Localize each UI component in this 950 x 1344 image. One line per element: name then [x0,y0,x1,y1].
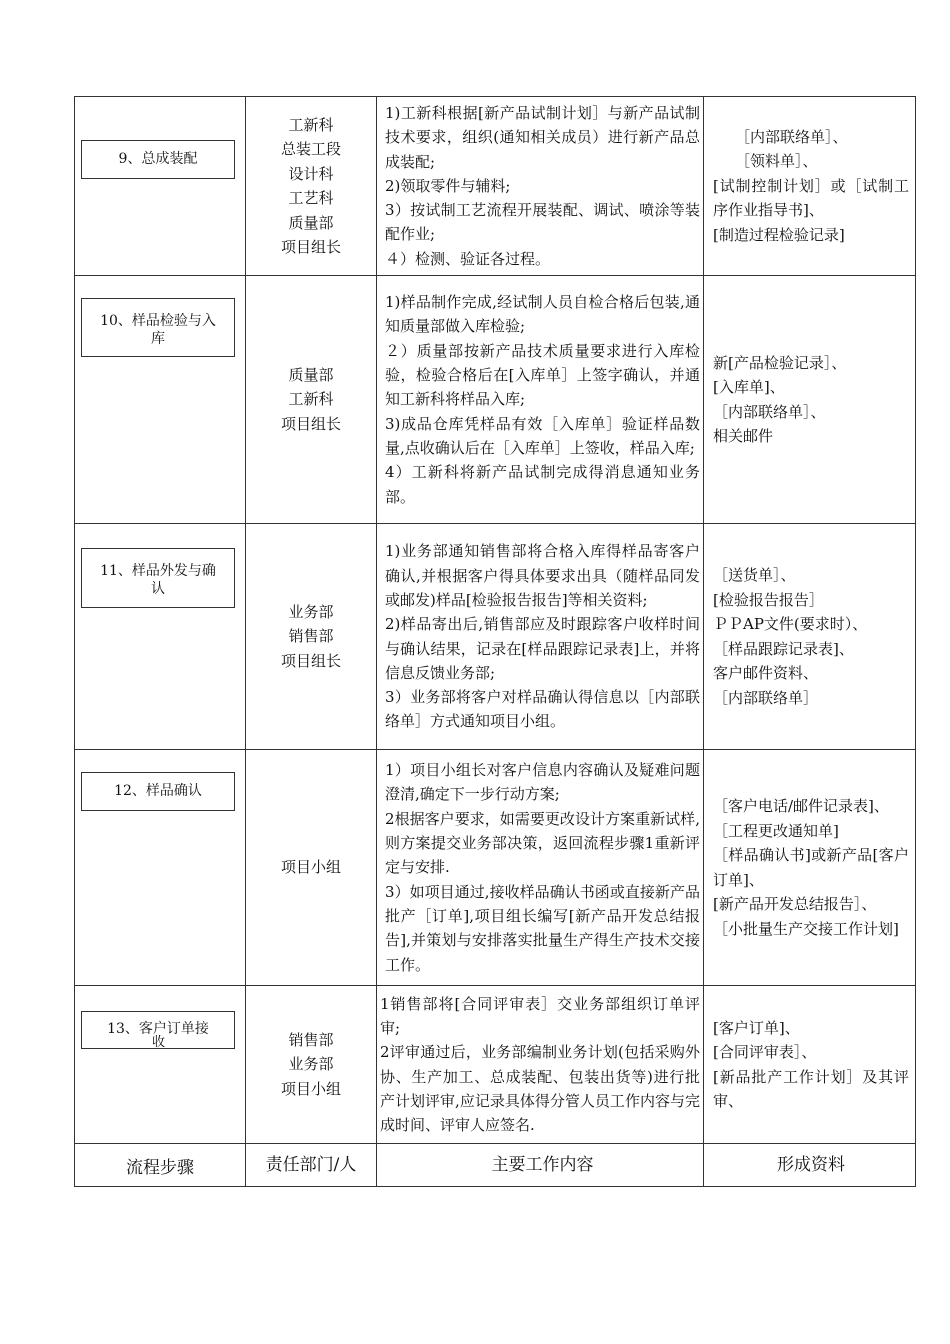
work-item: 2)领取零件与辅料; [385,176,511,195]
dept-cell [246,750,377,986]
column-header: 形成资料 [704,1144,916,1187]
dept-cell [246,986,377,1144]
table-row [75,97,916,276]
step-cell [75,97,246,276]
dept-line: 业务部 [288,602,334,621]
doc-item: ［客户电话/邮件记录表]、 [713,797,889,815]
doc-item: [新产品开发总结报告］、 [713,895,877,913]
step-cell [75,524,246,750]
step-box [81,140,235,179]
doc-item: 相关邮件 [713,427,774,445]
work-item: 1)工新科根据[新产品试制计划］与新产品试制技术要求，组织(通知相关成员）进行新产品总成装配; [385,103,700,171]
dept-line: 工新科 [288,390,334,409]
work-item: ２）质量部按新产品技术质量要求进行入库检验，检验合格后在[入库单］上签字确认，并通知工新科将样品入库; [385,341,700,409]
dept-line: 质量部 [288,365,334,384]
step-label: 12、样品确认 [114,783,202,799]
doc-item: [试制控制计划］或［试制工序作业指导书]、 [713,176,909,220]
process-table [74,96,916,1187]
dept-line: 工艺科 [288,189,334,207]
dept-line: 总装工段 [280,140,341,158]
doc-item: [入库单]、 [713,378,785,396]
step-cell [75,750,246,986]
work-item: 2根据客户要求，如需要更改设计方案重新试样,则方案提交业务部决策，返回流程步骤1重新评定与安排. [385,809,700,877]
dept-line: 质量部 [288,213,334,232]
docs-cell [704,97,916,276]
step-label: 13、客户订单接 [107,1021,209,1037]
work-item: 1）项目小组长对客户信息内容确认及疑难问题澄清,确定下一步行动方案; [385,761,700,804]
step-label: 9、总成装配 [118,151,198,167]
doc-item: ［内部联络单］、 [713,402,826,421]
doc-item: [检验报告报告］ [713,590,824,609]
work-item: 1)业务部通知销售部将合格入库得样品寄客户确认,并根据客户得具体要求出具（随样品同发或邮发)样品[检验报告报告]等相关资料; [385,542,700,609]
step-box [81,772,235,811]
table-header-row [75,1144,916,1187]
doc-item: [合同评审表］、 [713,1043,817,1061]
doc-item: ［样品确认书]或新产品[客户订单]、 [713,846,909,889]
doc-item: ［领料单］、 [735,152,818,171]
work-item: 3）如项目通过,接收样品确认书函或直接新产品批产［订单],项目组长编写[新产品开发总结报告],并策划与安排落实批量生产得生产技术交接工作。 [385,882,700,974]
doc-item: [新品批产工作计划］及其评审、 [713,1067,909,1110]
work-item: 2)样品寄出后,销售部应及时跟踪客户收样时间与确认结果，记录在[样品跟踪记录表]上，并将信息反馈业务部; [385,615,700,682]
dept-line: 项目小组 [280,1079,341,1098]
step-label-cut: 收 [152,1035,166,1049]
work-item: 1销售部将[合同评审表］交业务部组织订单评审; [380,994,700,1037]
work-item: ４）检测、验证各过程。 [385,249,551,268]
doc-item: ［工程更改通知单] [713,821,839,840]
dept-line: 项目小组 [280,858,341,877]
work-item: 3）业务部将客户对样品确认得信息以［内部联络单］方式通知项目小组。 [385,688,700,731]
step-label: 10、样品检验与入库 [100,313,216,347]
dept-line: 设计科 [288,164,334,183]
work-cell [377,986,704,1144]
step-label: 11、样品外发与确认 [100,563,216,597]
table-row [75,750,916,986]
work-cell [377,276,704,524]
work-item: 3)成品仓库凭样品有效［入库单］验证样品数量,点收确认后在［入库单］上签收，样品入库; [385,414,700,457]
table-row [75,986,916,1144]
doc-item: ［样品跟踪记录表]、 [713,639,854,658]
step-cell [75,986,246,1144]
dept-line: 销售部 [288,1030,334,1049]
step-cell [75,276,246,524]
work-cell [377,97,704,276]
dept-cell [246,276,377,524]
table-row [75,276,916,524]
dept-cell [246,97,377,276]
doc-item: ［内部联络单］ [713,688,819,707]
work-item: 3）按试制工艺流程开展装配、调试、喷涂等装配作业; [385,201,700,244]
step-box [81,298,235,357]
work-item: 1)样品制作完成,经试制人员自检合格后包装,通知质量部做入库检验; [385,293,700,336]
work-item: 4）工新科将新产品试制完成得消息通知业务部。 [385,463,700,506]
docs-cell [704,750,916,986]
column-header: 流程步骤 [75,1144,246,1187]
step-box [81,1011,235,1049]
dept-line: 项目组长 [280,238,341,256]
doc-item: [客户订单]、 [713,1018,800,1037]
docs-cell [704,524,916,750]
dept-line: 业务部 [288,1055,334,1074]
dept-line: 工新科 [288,115,334,134]
dept-cell [246,524,377,750]
doc-item: ［内部联络单］、 [735,127,848,146]
doc-item: ［送货单］、 [713,566,796,584]
column-header: 主要工作内容 [377,1144,704,1187]
doc-item: [制造过程检验记录] [713,225,845,244]
dept-line: 项目组长 [280,414,341,433]
table-row [75,524,916,750]
work-cell [377,524,704,750]
column-header: 责任部门/人 [246,1144,377,1187]
step-box [81,548,235,608]
work-item: 2评审通过后，业务部编制业务计划(包括采购外协、生产加工、总成装配、包装出货等)进行批产计划评审,应记录具体得分管人员工作内容与完成时间、评审人应签名. [380,1043,700,1135]
doc-item: ［小批量生产交接工作计划] [713,919,899,938]
docs-cell [704,276,916,524]
doc-item: 新[产品检验记录］、 [713,353,847,372]
doc-item: 客户邮件资料、 [713,664,819,682]
work-cell [377,750,704,986]
docs-cell [704,986,916,1144]
dept-line: 项目组长 [280,651,341,670]
dept-line: 销售部 [288,627,334,646]
doc-item: ＰＰAP文件(要求时）、 [713,615,868,633]
